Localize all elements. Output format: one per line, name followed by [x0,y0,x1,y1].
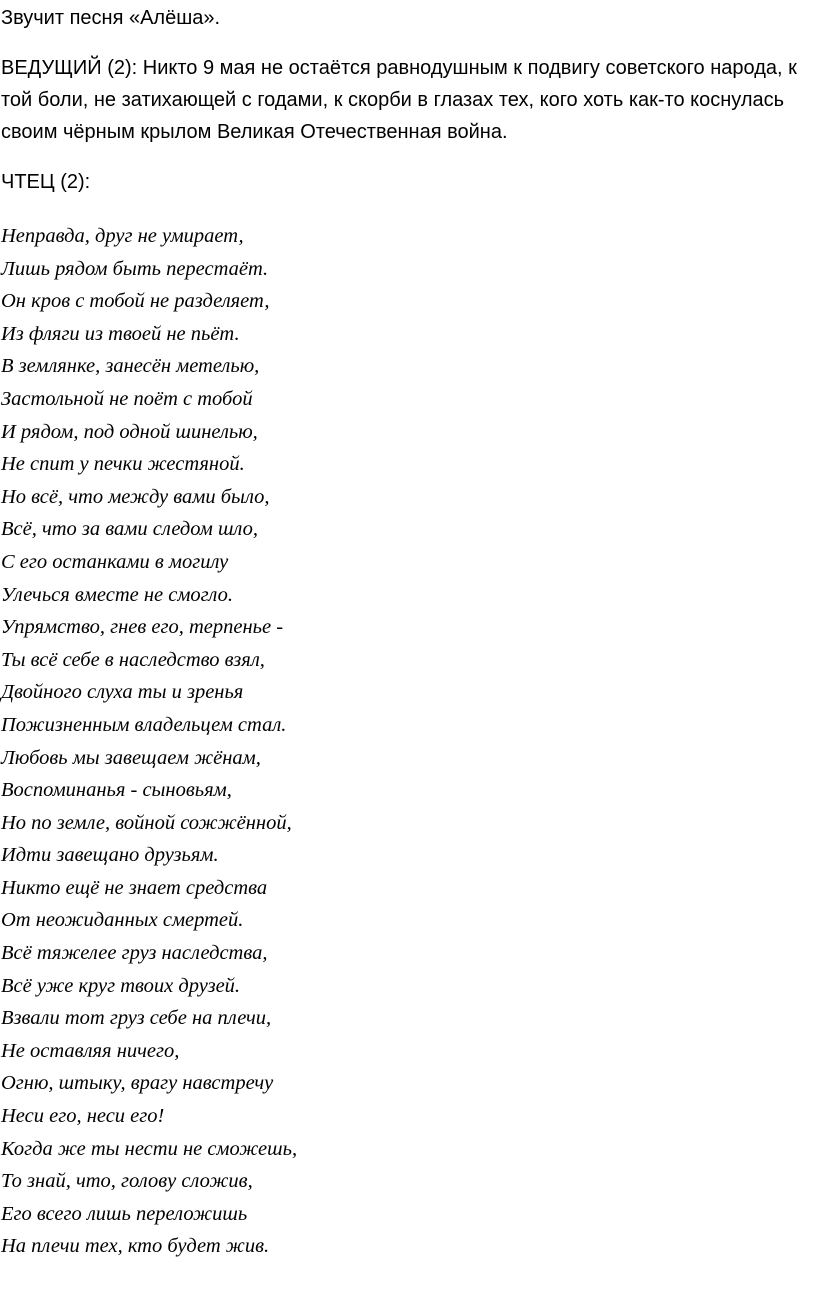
poem-line: То знай, что, голову сложив, [1,1170,253,1193]
poem-line: В землянке, занесён метелью, [1,355,260,378]
poem-line: Не спит у печки жестяной. [1,453,245,476]
intro-paragraph: Звучит песня «Алёша». [1,7,221,29]
poem-line: Воспоминанья - сыновьям, [1,779,232,802]
poem-line: Из фляги из твоей не пьёт. [1,322,240,345]
poem-line: Улечься вместе не смогло. [1,583,233,606]
poem-line: На плечи тех, кто будет жив. [1,1235,270,1258]
poem-line: Двойного слуха ты и зренья [1,681,244,704]
poem-line: От неожиданных смертей. [1,909,244,932]
poem-line: Пожизненным владельцем стал. [1,713,287,736]
poem-line: Лишь рядом быть перестаёт. [1,257,269,280]
poem-line: Неси его, неси его! [1,1105,165,1128]
poem-line: Упрямство, гнев его, терпенье - [1,616,284,639]
poem [1,220,812,1263]
poem-line: Ты всё себе в наследство взял, [1,648,265,671]
poem-line: Но всё, что между вами было, [1,485,270,508]
poem-line: Всё, что за вами следом шло, [1,518,258,541]
poem-line: Неправда, друг не умирает, [1,225,244,247]
poem-line: Когда же ты нести не сможешь, [1,1137,298,1160]
poem-line: Не оставляя ничего, [1,1039,180,1062]
poem-line: Всё тяжелее груз наследства, [1,942,268,965]
poem-line: Всё уже круг твоих друзей. [1,974,241,997]
poem-line: Любовь мы завещаем жёнам, [1,746,261,769]
poem-line: С его останками в могилу [1,550,229,573]
poem-line: И рядом, под одной шинелью, [1,420,258,443]
host-paragraph: ВЕДУЩИЙ (2): Никто 9 мая не остаётся равнодушным к подвигу советского народа, к той боли, не затихающей с годами, к скорби в глазах тех, кого хоть как-то коснулась своим чёрным крылом Великая Отечественная война. [1,57,797,143]
poem-line: Его всего лишь переложишь [1,1202,248,1225]
poem-line: Взвали тот груз себе на плечи, [1,1007,272,1030]
poem-line: Застольной не поёт с тобой [1,387,253,410]
poem-line: Огню, штыку, врагу навстречу [1,1072,274,1095]
poem-line: Но по земле, войной сожжённой, [1,811,292,834]
poem-line: Он кров с тобой не разделяет, [1,290,270,313]
poem-line: Идти завещано друзьям. [1,844,219,867]
poem-line: Никто ещё не знает средства [1,876,268,899]
reader-label: ЧТЕЦ (2): [1,171,91,193]
